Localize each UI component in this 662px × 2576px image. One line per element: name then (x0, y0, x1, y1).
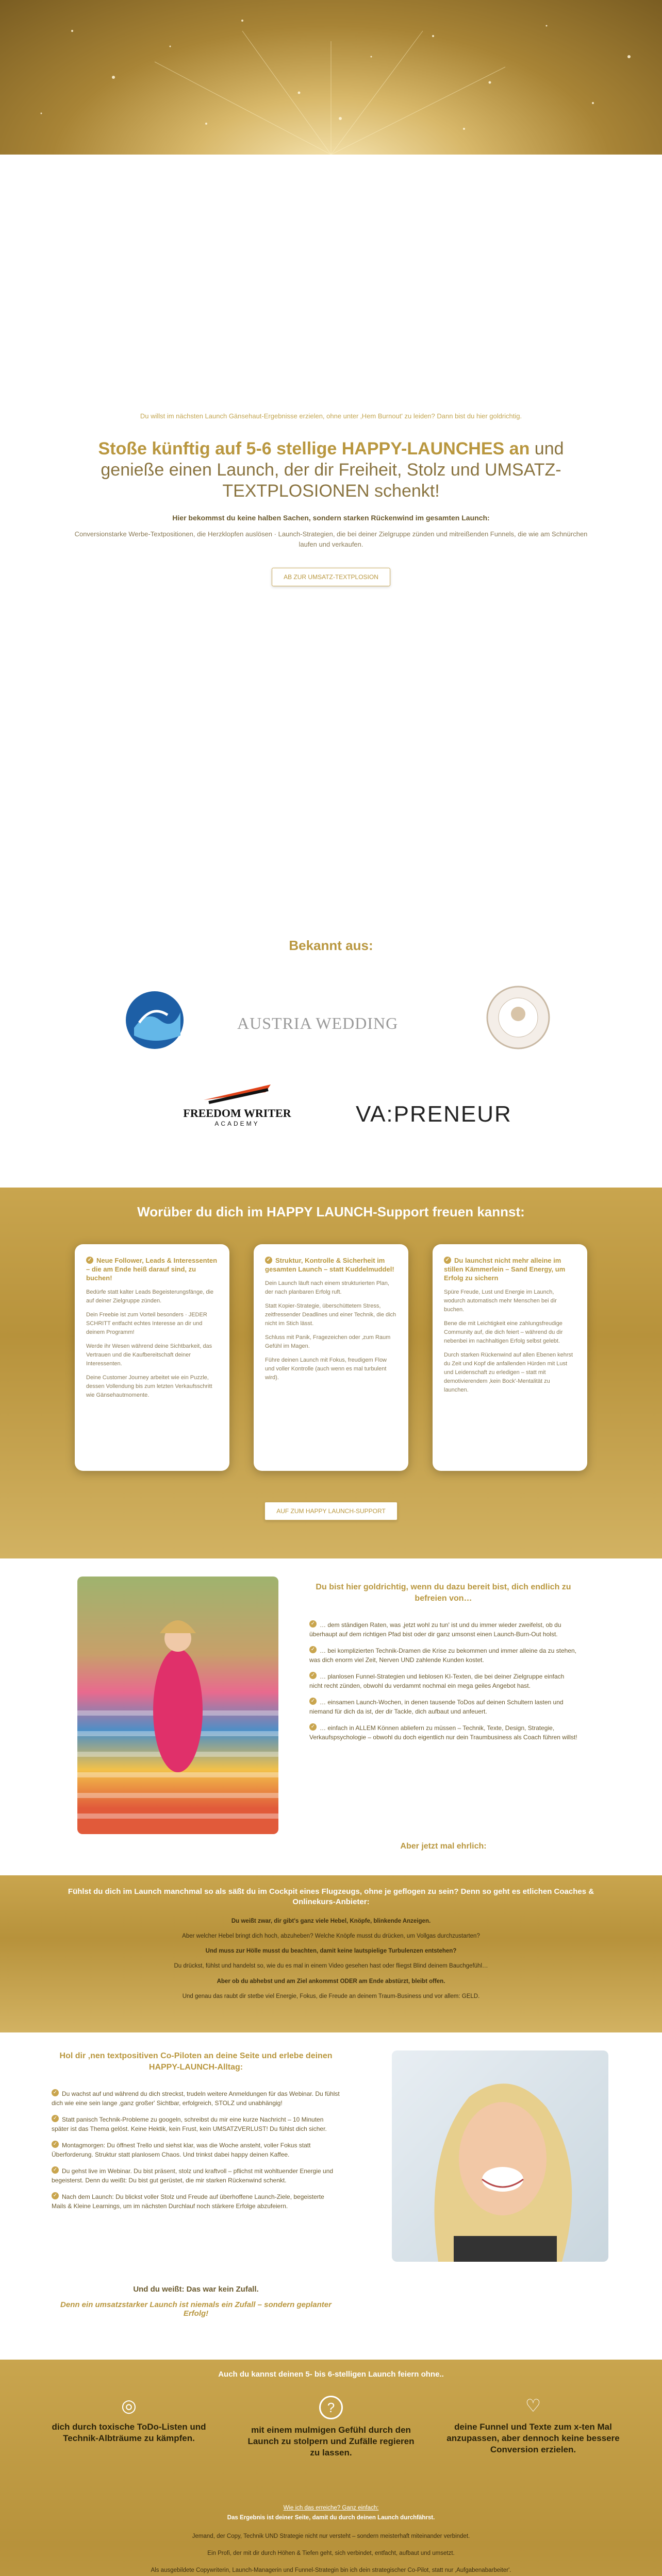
fit-section (0, 1561, 662, 1870)
hero-headline-gold: Stoße künftig auf 5-6 stellige HAPPY-LAUNCHES an (98, 439, 530, 459)
pilot-line: Und genau das raubt dir stetbe viel Energie, Fokus, die Freude an deinem Traum-Business und vor allem: GELD. (182, 1993, 480, 1999)
can-para: Jemand, der Copy, Technik UND Strategie nicht nur versteht – sondern meisterhaft miteinander verbindet. (192, 2533, 470, 2539)
hero-headline (73, 438, 589, 501)
can-columns (41, 2396, 621, 2459)
benefit-card-heading: Struktur, Kontrolle & Sicherheit im gesamten Launch – statt Kuddelmuddel! (265, 1257, 394, 1273)
can-col (243, 2396, 419, 2459)
benefit-card-text: Bene die mit Leichtigkeit eine zahlungsfreudige Community auf, die dich feiert – während du dir nebenbei im nachhaltigen Erfolg selbst gelebt. (444, 1320, 563, 1344)
benefits-title: Worüber du dich im HAPPY LAUNCH-Support freuen kannst: (137, 1204, 525, 1219)
question-icon: ? (319, 2396, 343, 2419)
pilot-line: Aber welcher Hebel bringt dich hoch, abzuheben? Welche Knöpfe musst du drücken, um Vollgas durchzustarten? (182, 1933, 480, 1939)
pilot-line: Und muss zur Hölle musst du beachten, damit keine lautspielige Turbulenzen entstehen? (205, 1948, 457, 1954)
pilot-line: Du drückst, fühlst und handelst so, wie du es mal in einem Video gesehen hast oder fliegst Blind deinem Bauchgefühl… (174, 1963, 488, 1970)
fit-item: ✓ … bei komplizierten Technik-Dramen die Krise zu bekommen und immer alleine da zu stehen, was dich enorm viel Zeit, Nerven UND zahlende Kunden kostet. (309, 1647, 577, 1664)
pen-icon (198, 1074, 276, 1105)
fit-item: ✓ … einsamen Launch-Wochen, in denen tausende ToDos auf deinen Schultern lasten und niemand für dich da ist, der dir Tackle, dich aufbaut und anfeuert. (309, 1698, 564, 1715)
copilot-item: ✓ Du gehst live im Webinar. Du bist präsent, stolz und kraftvoll – pflichst mit wohltuender Energie und begeisterst. Denn du weißt: Du bist gut gerüstet, die mir starken Rückenwind schenkt. (52, 2167, 334, 2184)
copilot-item: ✓ Montagmorgen: Du öffnest Trello und siehst klar, was die Woche ansteht, voller Fokus statt Überforderung. Struktur statt planlosem Chaos. Und trinkst dabei happy deinen Kaffee. (52, 2141, 311, 2158)
hero-banner (0, 0, 662, 155)
fit-item: ✓ … planlosen Funnel-Strategien und lieblosen KI-Texten, die bei deiner Zielgruppe einfach nicht recht zünden, obwohl du verdammt nochmal ein mega geiles Angebot hast. (309, 1672, 565, 1689)
can-col-text: mit einem mulmigen Gefühl durch den Launch zu stolpern und Zufälle regieren zu lassen. (247, 2425, 415, 2458)
benefit-card-text: Durch starken Rückenwind auf allen Ebenen kehrst du Zeit und Kopf die anfallenden Hürden mit Lust und Leidenschaft zu erledigen – statt mit demotivierendem ‚kein Bock'-Mentalität zu launchen. (444, 1351, 573, 1394)
can-para: Als ausgebildete Copywriterin, Launch-Managerin und Funnel-Strategin bin ich dein strategischer Co-Pilot, statt nur ‚Aufgabenabarbeiter'. (151, 2567, 511, 2573)
benefits-section (0, 1188, 662, 1558)
pilot-lines (47, 1917, 615, 2002)
can-para: Ein Profi, der mit dir durch Höhen & Tiefen geht, sich verbindet, entfacht, aufbaut und umsetzt. (207, 2550, 455, 2556)
can-col-text: deine Funnel und Texte zum x-ten Mal anzupassen, aber dennoch keine bessere Conversion erzielen. (446, 2422, 620, 2455)
can-lead: Wie ich das erreiche? Ganz einfach: (283, 2505, 379, 2511)
copilot-section (0, 2040, 662, 2349)
known-from-title: Bekannt aus: (289, 938, 373, 953)
copilot-item: ✓ Du wachst auf und während du dich streckst, trudeln weitere Anmeldungen für das Webinar. Du fühlst dich wie eine sein lange ‚ganz großer' Sichtbar, erfolgreich, STOLZ und unabhängig! (52, 2090, 340, 2107)
hero-section (0, 412, 662, 586)
check-icon: ✓ (309, 1646, 317, 1653)
check-icon: ✓ (52, 2141, 59, 2148)
freedom-writer-logo (170, 1074, 304, 1141)
copilot-item: ✓ Statt panisch Technik-Probleme zu googeln, schreibst du mir eine kurze Nachricht – 10 Minuten später ist das Thema gelöst. Keine Hektik, kein Frust, kein UMSATZVERLUST! Du fühlst dich sicher. (52, 2115, 327, 2132)
benefit-card-text: Statt Kopier-Strategie, überschüttetem Stress, zeitfressender Deadlines und einer Technik, die dich nicht im Stich lässt. (265, 1302, 396, 1327)
seal-logo (485, 984, 552, 1051)
benefit-card-text: Werde ihr Wesen während deine Sichtbarkeit, das Vertrauen und die Kaufbereitschaft deiner Interessenten. (86, 1343, 212, 1367)
fit-title: Du bist hier goldrichtig, wenn du dazu bereit bist, dich endlich zu befreien von… (316, 1583, 571, 1603)
can-title: Auch du kannst deinen 5- bis 6-stelligen Launch feiern ohne.. (218, 2370, 444, 2379)
can-body (47, 2504, 615, 2576)
pilot-line: Du weißt zwar, dir gibt's ganz viele Hebel, Knöpfe, blinkende Anzeigen. (231, 1918, 431, 1924)
hero-cta-button[interactable]: AB ZUR UMSATZ-TEXTPLOSION (272, 568, 390, 586)
sparkle-decoration (0, 0, 662, 155)
vapreneur-logo: VA:PRENEUR (356, 1101, 512, 1127)
check-icon: ✓ (52, 2192, 59, 2199)
check-icon: ✓ (52, 2166, 59, 2174)
benefit-card-text: Dein Launch läuft nach einem strukturierten Plan, der nach planbaren Erfolg ruft. (265, 1280, 389, 1295)
check-icon: ✓ (444, 1257, 451, 1264)
hero-intro: Du willst im nächsten Launch Gänsehaut-Ergebnisse erzielen, ohne unter ‚Hem Burnout' zu leiden? Dann bist du hier goldrichtig. (140, 412, 522, 420)
can-col (445, 2396, 621, 2459)
copilot-list (52, 2089, 340, 2218)
benefit-card-text: Bedürfe statt kalter Leads Begeisterungsfänge, die auf deiner Zielgruppe zünden. (86, 1289, 214, 1304)
check-icon: ✓ (309, 1620, 317, 1628)
pilot-line: Aber ob du abhebst und am Ziel ankommst ODER am Ende abstürzt, bleibt offen. (217, 1978, 445, 1985)
copilot-closing: Und du weißt: Das war kein Zufall. (133, 2285, 259, 2294)
check-icon: ✓ (52, 2089, 59, 2096)
pilot-section (0, 1875, 662, 2032)
check-icon: ✓ (309, 1723, 317, 1731)
woman-laughing-photo (392, 2050, 608, 2262)
check-icon: ✓ (86, 1257, 93, 1264)
known-from-section (0, 938, 662, 1154)
benefit-card-text: Schluss mit Panik, Fragezeichen oder ‚zum Raum Gefühl im Magen. (265, 1334, 391, 1350)
check-icon: ✓ (309, 1672, 317, 1679)
benefit-card-text: Führe deinen Launch mit Fokus, freudigem Flow und voller Kontrolle (auch wenn es mal turbulent wird). (265, 1357, 387, 1381)
can-col (41, 2396, 217, 2459)
heart-icon: ♡ (525, 2396, 541, 2416)
copilot-title: Hol dir ‚nen textpositiven Co-Piloten an deine Seite und erlebe deinen HAPPY-LAUNCH-Alltag: (59, 2052, 333, 2072)
benefits-cta-button[interactable]: AUF ZUM HAPPY LAUNCH-SUPPORT (264, 1502, 398, 1520)
pilot-title: Fühlst du dich im Launch manchmal so als säßt du im Cockpit eines Flugzeugs, ohne je geflogen zu sein? Denn so geht es etlichen Coaches & Onlinekurs-Anbieter: (68, 1887, 594, 1907)
can-col-text: dich durch toxische ToDo-Listen und Technik-Albträume zu kämpfen. (52, 2422, 206, 2444)
benefit-card-1 (75, 1244, 229, 1471)
can-section (0, 2360, 662, 2576)
fit-item: ✓ … einfach in ALLEM Können abliefern zu müssen – Technik, Texte, Design, Strategie, Verkaufspsychologie – obwohl du doch eigentlich nur dein Traumbusiness als Coach führen willst! (309, 1724, 577, 1741)
check-icon: ✓ (265, 1257, 272, 1264)
target-icon: ◎ (121, 2396, 137, 2416)
benefit-card-3 (433, 1244, 587, 1471)
fit-list (309, 1620, 577, 1749)
benefit-card-heading: Du launchst nicht mehr alleine im stillen Kämmerlein – Sand Energy, um Erfolg zu sichern (444, 1257, 566, 1282)
austria-wedding-logo: AUSTRIA WEDDING (237, 1014, 399, 1032)
check-icon: ✓ (309, 1698, 317, 1705)
can-lead-2: Das Ergebnis ist deiner Seite, damit du durch deinen Launch durchfährst. (227, 2515, 435, 2521)
hero-description: Conversionstarke Werbe-Textpositionen, die Herzklopfen auslösen · Launch-Strategien, die bei deiner Zielgruppe zünden und mitreißenden Funnels, die wie am Schnürchen laufen und verkaufen. (74, 530, 588, 548)
benefit-card-text: Deine Customer Journey arbeitet wie ein Puzzle, dessen Vollendung bis zum letzten Verkaufsschritt wie Gänsehautmomente. (86, 1375, 212, 1399)
freedom-writer-sub: ACADEMY (214, 1120, 260, 1127)
hero-headline-rest: und genieße einen Launch, der dir Freiheit, Stolz und UMSATZ-TEXTPLOSIONEN schenkt! (101, 439, 564, 501)
hero-subline: Hier bekommst du keine halben Sachen, sondern starken Rückenwind im gesamten Launch: (172, 514, 490, 522)
copilot-item: ✓ Nach dem Launch: Du blickst voller Stolz und Freude auf überhoffene Launch-Ziele, begeisterte Mails & Kleine Learnings, um im nächsten Durchlauf noch stärkere Erfolge abzufeiern. (52, 2193, 324, 2210)
benefit-card-text: Dein Freebie ist zum Vorteil besonders · JEDER SCHRITT entfacht echtes Interesse an dir und deinem Programm! (86, 1311, 207, 1335)
wave-logo (124, 989, 186, 1051)
benefit-card-heading: Neue Follower, Leads & Interessenten – die am Ende heiß darauf sind, zu buchen! (86, 1257, 218, 1282)
copilot-closing-2: Denn ein umsatzstarker Launch ist niemals ein Zufall – sondern geplanter Erfolg! (60, 2300, 332, 2318)
check-icon: ✓ (52, 2115, 59, 2122)
benefit-card-2 (254, 1244, 408, 1471)
freedom-writer-name: FREEDOM WRITER (183, 1107, 291, 1120)
benefit-card-text: Spüre Freude, Lust und Energie im Launch, wodurch automatisch mehr Menschen bei dir buchen. (444, 1289, 557, 1313)
fit-closing: Aber jetzt mal ehrlich: (400, 1842, 487, 1851)
woman-stairs-photo (77, 1577, 278, 1834)
fit-item: ✓ … dem ständigen Raten, was ‚jetzt wohl zu tun' ist und du immer wieder zweifelst, ob du überhaupt auf dem richtigen Pfad bist oder dir ganz umsonst einen Launch-Burn-Out holst. (309, 1621, 561, 1638)
